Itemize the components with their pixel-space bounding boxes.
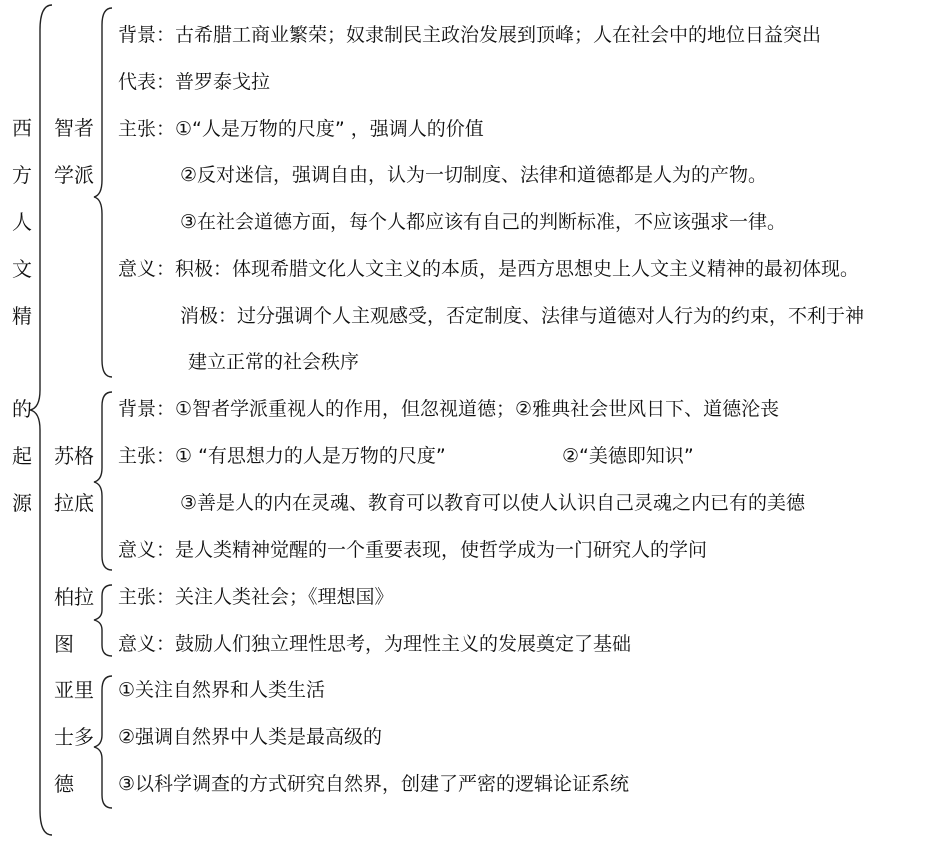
aristotle-title: 士多 — [54, 725, 94, 749]
root-title-char: 文 — [12, 257, 32, 281]
plato-title: 柏拉 — [54, 585, 94, 609]
socrates-claim: 主张：① “有思想力的人是万物的尺度” — [118, 445, 446, 467]
plato-significance: 意义：鼓励人们独立理性思考，为理性主义的发展奠定了基础 — [118, 633, 632, 655]
sophists-claim: 主张：①“人是万物的尺度” ，强调人的价值 — [118, 118, 484, 140]
socrates-brace — [94, 392, 112, 570]
socrates-claim: ②“美德即知识” — [562, 445, 694, 467]
aristotle-point: ③以科学调查的方式研究自然界，创建了严密的逻辑论证系统 — [118, 773, 630, 795]
aristotle-title: 亚里 — [54, 678, 94, 702]
socrates-title: 拉底 — [54, 491, 94, 515]
root-title-char: 的 — [12, 397, 32, 421]
root-brace — [30, 5, 52, 835]
aristotle-point: ①关注自然界和人类生活 — [118, 679, 326, 701]
aristotle-point: ②强调自然界中人类是最高级的 — [118, 726, 383, 748]
sophists-title: 智者 — [54, 116, 94, 140]
sophists-significance-positive: 意义：积极：体现希腊文化人文主义的本质，是西方思想史上人文主义精神的最初体现。 — [118, 258, 860, 280]
plato-title: 图 — [54, 632, 74, 656]
plato-claim: 主张：关注人类社会；《理想国》 — [118, 586, 394, 608]
root-title-char: 人 — [12, 210, 32, 234]
root-title-char: 起 — [12, 444, 32, 468]
sophists-claim: ③在社会道德方面，每个人都应该有自己的判断标准，不应该强求一律。 — [180, 211, 787, 233]
sophists-claim: ②反对迷信，强调自由，认为一切制度、法律和道德都是人为的产物。 — [180, 164, 768, 186]
root-title-char: 西 — [12, 116, 32, 140]
root-title-char: 精 — [12, 304, 32, 328]
sophists-significance-negative: 消极：过分强调个人主观感受，否定制度、法律与道德对人行为的约束，不利于神 — [180, 305, 865, 327]
sophists-title: 学派 — [54, 163, 94, 187]
sophists-background: 背景：古希腊工商业繁荣；奴隶制民主政治发展到顶峰；人在社会中的地位日益突出 — [118, 24, 822, 46]
socrates-title: 苏格 — [54, 444, 94, 468]
sophists-significance-negative: 建立正常的社会秩序 — [188, 351, 360, 373]
socrates-background: 背景：①智者学派重视人的作用，但忽视道德；②雅典社会世风日下、道德沦丧 — [118, 398, 780, 420]
socrates-claim: ③善是人的内在灵魂、教育可以教育可以使人认识自己灵魂之内已有的美德 — [180, 492, 806, 514]
socrates-significance: 意义：是人类精神觉醒的一个重要表现，使哲学成为一门研究人的学问 — [118, 539, 708, 561]
aristotle-brace — [94, 676, 112, 808]
aristotle-title: 德 — [54, 772, 74, 796]
plato-brace — [94, 585, 112, 656]
sophists-brace — [94, 8, 112, 377]
sophists-representative: 代表：普罗泰戈拉 — [118, 71, 271, 93]
root-title-char: 源 — [12, 491, 32, 515]
root-title-char: 方 — [12, 163, 32, 187]
